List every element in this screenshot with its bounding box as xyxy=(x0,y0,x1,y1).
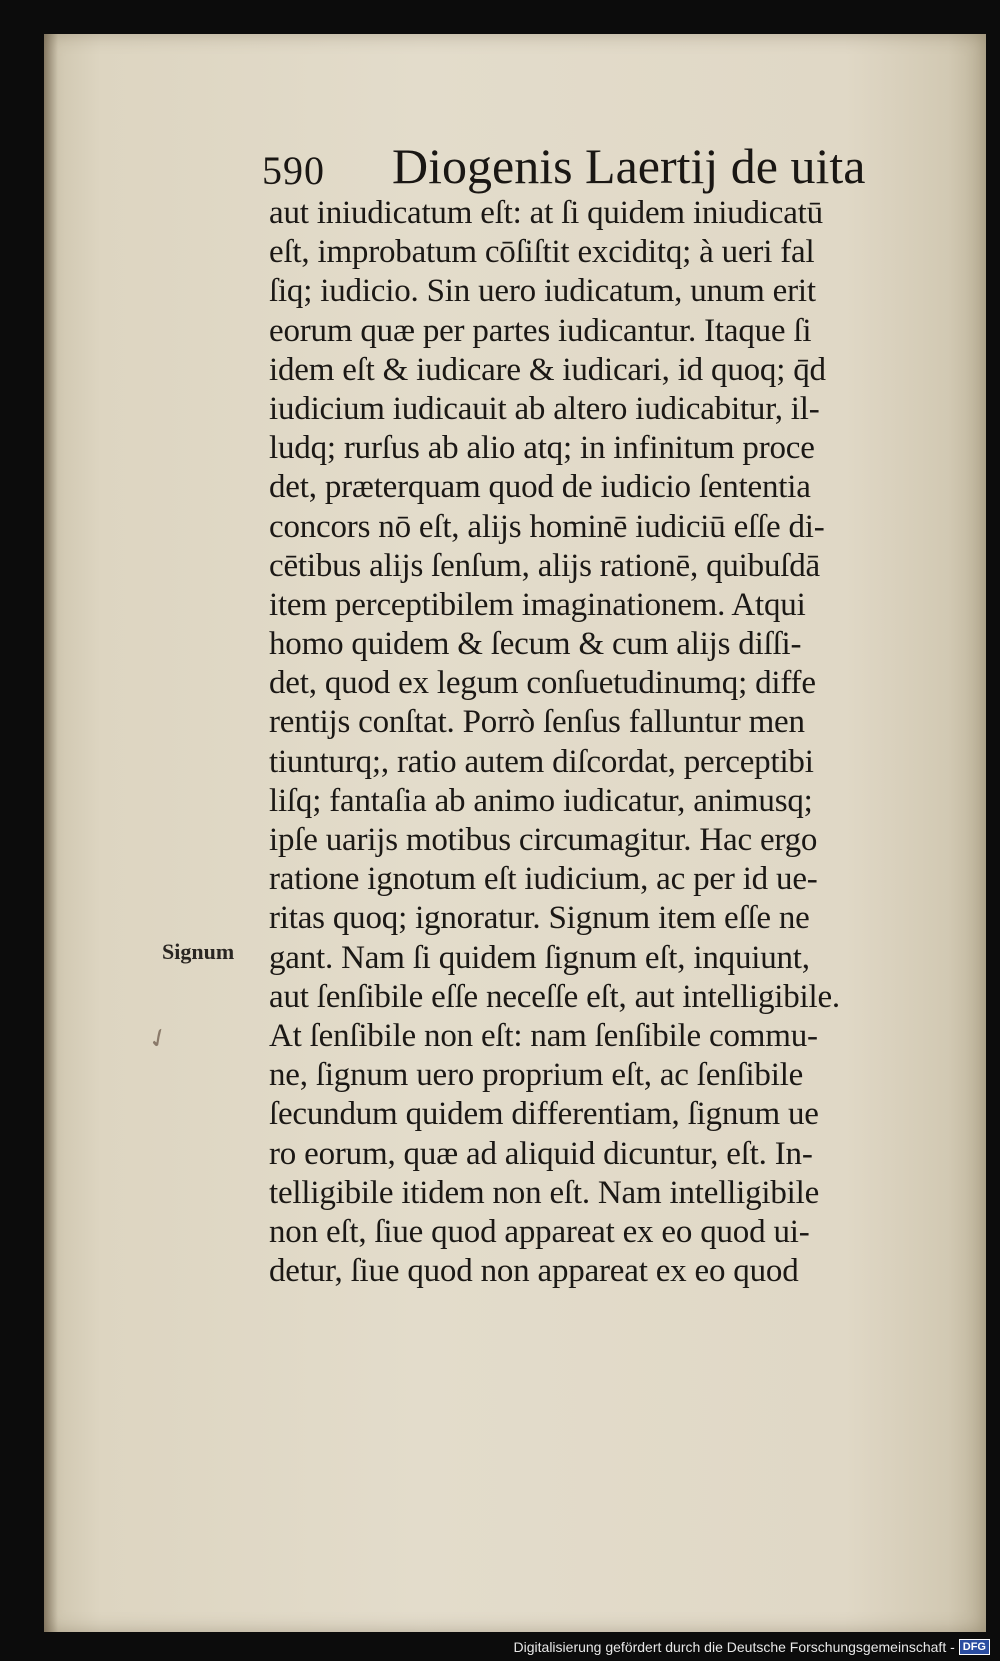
pencil-check-mark-icon: ✓ xyxy=(142,1020,175,1057)
text-line: gant. Nam ſi quidem ſignum eſt, inquiunt, xyxy=(269,939,810,976)
text-line: item perceptibilem imaginationem. Atqui xyxy=(269,586,806,623)
text-line: At ſenſibile non eſt: nam ſenſibile commu- xyxy=(269,1017,818,1054)
text-line: ſiq; iudicio. Sin uero iudicatum, unum erit xyxy=(269,273,816,310)
page-header xyxy=(262,129,902,199)
text-line: ne, ſignum uero proprium eſt, ac ſenſibile xyxy=(269,1057,804,1094)
text-line: cētibus alijs ſenſum, alijs rationē, quibuſdā xyxy=(269,547,820,584)
footer-credit-text: Digitalisierung gefördert durch die Deutsche Forschungsgemeinschaft - xyxy=(513,1639,955,1655)
text-line: rentijs conſtat. Porrò ſenſus falluntur men xyxy=(269,704,805,741)
text-line: ipſe uarijs motibus circumagitur. Hac ergo xyxy=(269,822,818,858)
text-line: liſq; fantaſia ab animo iudicatur, animusq; xyxy=(269,782,813,819)
text-line: eſt, improbatum cōſiſtit exciditq; à ueri fal xyxy=(269,234,815,271)
digitization-credit xyxy=(514,1639,990,1655)
marginal-note: Signum xyxy=(162,939,235,964)
text-line: detur, ſiue quod non appareat ex eo quod xyxy=(269,1253,799,1290)
text-line: tiunturq;, ratio autem diſcordat, perceptibi xyxy=(269,743,814,780)
book-page xyxy=(44,34,986,1632)
text-line: iudicium iudicauit ab altero iudicabitur, il- xyxy=(269,390,820,427)
text-line: eorum quæ per partes iudicantur. Itaque ſi xyxy=(269,312,812,349)
text-line: det, quod ex legum conſuetudinumq; diffe xyxy=(269,665,816,702)
running-title: Diogenis Laertij de uita xyxy=(392,138,866,194)
text-line: ritas quoq; ignoratur. Signum item eſſe ne xyxy=(269,900,810,937)
text-line: det, præterquam quod de iudicio ſententia xyxy=(269,469,811,506)
text-line: ludq; rurſus ab alio atq; in infinitum proce xyxy=(269,430,815,467)
text-line: ro eorum, quæ ad aliquid dicuntur, eſt. In- xyxy=(269,1135,813,1172)
text-line: non eſt, ſiue quod appareat ex eo quod ui- xyxy=(269,1213,810,1250)
text-line: homo quidem & ſecum & cum alijs diſſi- xyxy=(269,626,802,663)
text-line: concors nō eſt, alijs hominē iudiciū eſſe di- xyxy=(269,508,825,545)
text-line: ratione ignotum eſt iudicium, ac per id ue- xyxy=(269,861,818,898)
text-line: aut iniudicatum eſt: at ſi quidem iniudicatū xyxy=(269,195,823,231)
body-text xyxy=(269,194,969,1291)
text-line: idem eſt & iudicare & iudicari, id quoq; q̄d xyxy=(269,351,826,388)
page-number: 590 xyxy=(262,148,325,193)
text-line: aut ſenſibile eſſe neceſſe eſt, aut intelligibile. xyxy=(269,978,840,1015)
text-line: telligibile itidem non eſt. Nam intelligibile xyxy=(269,1174,820,1211)
dfg-logo: DFG xyxy=(959,1639,990,1655)
text-line: ſecundum quidem differentiam, ſignum ue xyxy=(269,1096,819,1133)
